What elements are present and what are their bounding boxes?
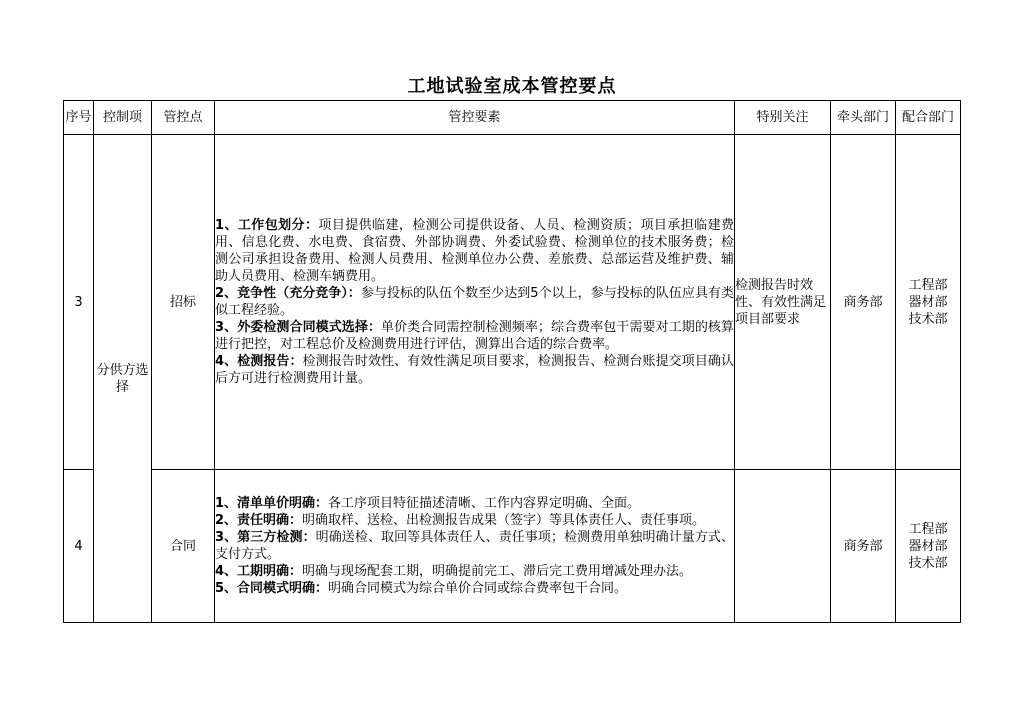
requirement-item: 4、检测报告：检测报告时效性、有效性满足项目要求，检测报告、检测台账提交项目确认后方可进行检测费用计量。 bbox=[215, 354, 734, 386]
header-special-attention: 特别关注 bbox=[735, 101, 831, 135]
row-support-dept: 工程部器材部技术部 bbox=[896, 470, 961, 623]
requirement-item: 3、外委检测合同模式选择：单价类合同需控制检测频率；综合费率包干需要对工期的核算进行把控，对工程总价及检测费用进行评估，测算出合适的综合费率。 bbox=[215, 320, 734, 352]
header-support-dept: 配合部门 bbox=[896, 101, 961, 135]
row-requirements bbox=[215, 470, 735, 623]
row-lead-dept: 商务部 bbox=[831, 470, 896, 623]
row-requirements bbox=[215, 135, 735, 470]
row-control-point: 招标 bbox=[152, 135, 215, 470]
row-seq: 4 bbox=[64, 470, 94, 623]
header-control-point: 管控点 bbox=[152, 101, 215, 135]
requirement-item: 5、合同模式明确：明确合同模式为综合单价合同或综合费率包干合同。 bbox=[215, 581, 628, 596]
requirement-item: 1、工作包划分：项目提供临建，检测公司提供设备、人员、检测资质；项目承担临建费用、信息化费、水电费、食宿费、外部协调费、外委试验费、检测单位的技术服务费；检测公司承担设备费用、检测人员费用、检测单位办公费、差旅费、总部运营及维护费、辅助人员费用、检测车辆费用。 bbox=[215, 218, 734, 284]
row-special-attention bbox=[735, 470, 831, 623]
row-support-dept: 工程部器材部技术部 bbox=[896, 135, 961, 470]
header-control-item: 控制项 bbox=[94, 101, 152, 135]
header-lead-dept: 牵头部门 bbox=[831, 101, 896, 135]
requirement-item: 3、第三方检测：明确送检、取回等具体责任人、责任事项；检测费用单独明确计量方式、支付方式。 bbox=[215, 530, 734, 562]
row-special-attention: 检测报告时效性、有效性满足项目部要求 bbox=[735, 135, 831, 470]
document-title: 工地试验室成本管控要点 bbox=[407, 76, 617, 97]
cost-control-table bbox=[63, 100, 961, 623]
control-item-cell: 分供方选择 bbox=[94, 135, 152, 623]
row-lead-dept: 商务部 bbox=[831, 135, 896, 470]
header-requirements: 管控要素 bbox=[215, 101, 735, 135]
row-control-point: 合同 bbox=[152, 470, 215, 623]
requirement-item: 4、工期明确：明确与现场配套工期，明确提前完工、滞后完工费用增减处理办法。 bbox=[215, 564, 693, 579]
requirement-item: 1、清单单价明确：各工序项目特征描述清晰、工作内容界定明确、全面。 bbox=[215, 496, 641, 511]
table-row bbox=[64, 470, 961, 623]
row-seq: 3 bbox=[64, 135, 94, 470]
table-row bbox=[64, 135, 961, 470]
header-seq: 序号 bbox=[64, 101, 94, 135]
requirement-item: 2、责任明确：明确取样、送检、出检测报告成果（签字）等具体责任人、责任事项。 bbox=[215, 513, 706, 528]
header-row bbox=[64, 101, 961, 135]
requirement-item: 2、竞争性（充分竞争）：参与投标的队伍个数至少达到5个以上，参与投标的队伍应具有类似工程经验。 bbox=[215, 286, 734, 318]
